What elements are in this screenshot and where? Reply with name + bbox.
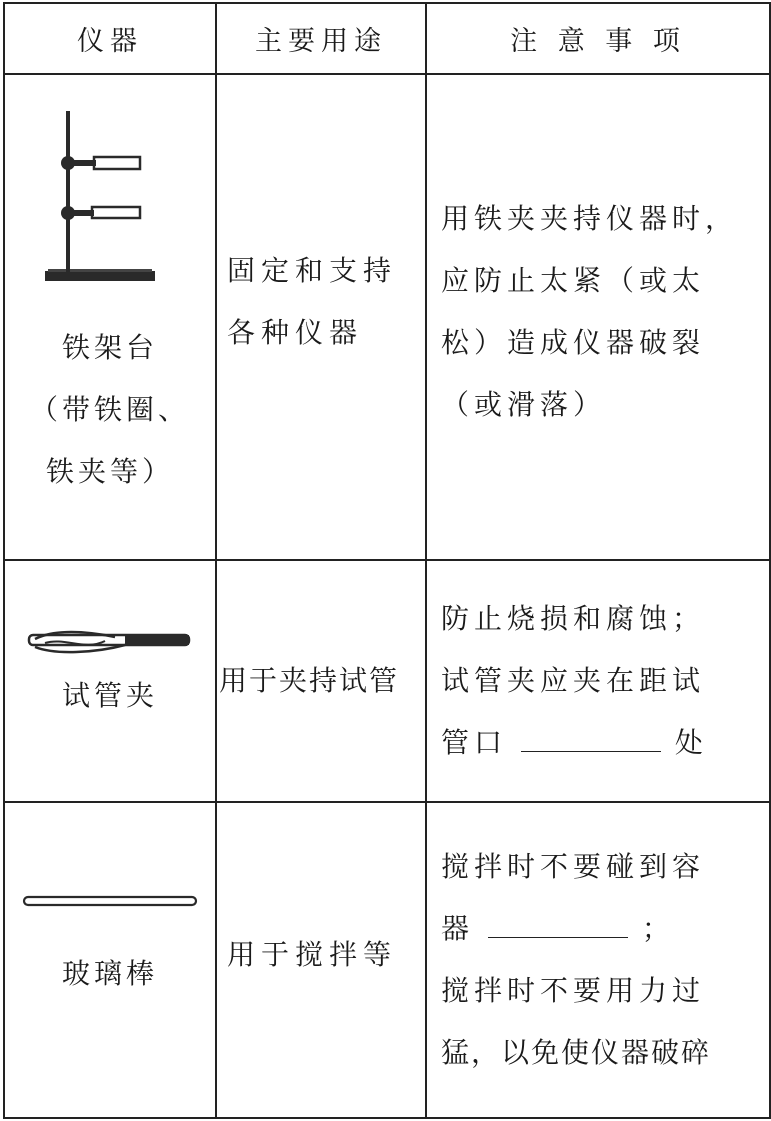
instrument-name: 玻璃棒 xyxy=(61,957,158,990)
instrument-name-line: 铁夹等） xyxy=(45,455,174,488)
header-main-use: 主要用途 xyxy=(216,3,426,74)
use-line: 用于夹持试管 xyxy=(219,664,400,697)
header-row xyxy=(4,3,770,74)
note-line: 搅拌时不要用力过 xyxy=(441,974,706,1007)
note-text: ； xyxy=(641,912,675,945)
instrument-table xyxy=(3,2,771,1119)
note-line: （或滑落） xyxy=(441,388,607,421)
instrument-cell xyxy=(4,802,216,1118)
note-text: 器 xyxy=(441,912,475,945)
note-cell xyxy=(426,74,770,560)
test-tube-holder-icon xyxy=(25,625,195,659)
table-row xyxy=(4,560,770,802)
iron-stand-icon xyxy=(40,111,180,291)
use-line: 各种仪器 xyxy=(227,316,364,349)
note-text: 处 xyxy=(674,726,708,759)
instrument-cell xyxy=(4,560,216,802)
use-line: 用于搅拌等 xyxy=(227,938,398,971)
use-cell xyxy=(216,802,426,1118)
note-line-blank xyxy=(441,712,761,774)
instrument-cell xyxy=(4,74,216,560)
note-line: 用铁夹夹持仪器时， xyxy=(441,202,739,235)
fill-in-blank[interactable] xyxy=(488,903,628,938)
use-line: 固定和支持 xyxy=(227,254,398,287)
note-line: 应防止太紧（或太 xyxy=(441,264,706,297)
note-cell xyxy=(426,802,770,1118)
header-instrument: 仪器 xyxy=(4,3,216,74)
note-text: 管口 xyxy=(441,726,508,759)
instrument-name-line: （带铁圈、 xyxy=(29,393,190,426)
note-line: 防止烧损和腐蚀； xyxy=(441,602,706,635)
table-row xyxy=(4,802,770,1118)
note-line-blank xyxy=(441,898,761,960)
instrument-name-line: 铁架台 xyxy=(61,331,158,364)
header-notes: 注 意 事 项 xyxy=(426,3,770,74)
instrument-name xyxy=(5,317,215,503)
note-line: 搅拌时不要碰到容 xyxy=(441,850,706,883)
fill-in-blank[interactable] xyxy=(521,717,661,752)
use-cell xyxy=(216,560,426,802)
note-cell xyxy=(426,560,770,802)
instrument-name: 试管夹 xyxy=(61,679,158,712)
note-line: 猛，以免使仪器破碎 xyxy=(441,1036,712,1069)
note-line: 松）造成仪器破裂 xyxy=(441,326,706,359)
glass-rod-icon xyxy=(22,895,198,907)
table-row xyxy=(4,74,770,560)
use-cell xyxy=(216,74,426,560)
note-line: 试管夹应夹在距试 xyxy=(441,664,706,697)
